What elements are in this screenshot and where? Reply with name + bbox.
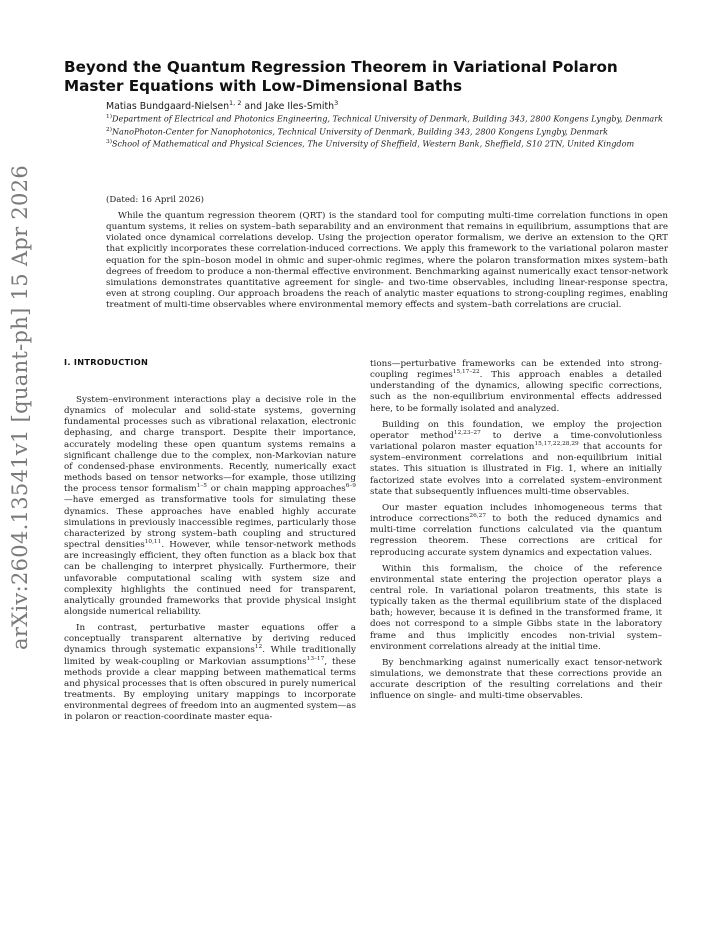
author-name: Jake Iles-Smith	[265, 101, 335, 113]
paragraph	[64, 623, 356, 723]
body-text: to derive a time-convolutionless variational polaron master equation	[370, 430, 662, 453]
affiliation	[106, 112, 676, 125]
paragraph	[370, 658, 662, 703]
author-name: Matias Bundgaard-Nielsen	[106, 101, 230, 113]
body-text: . However, while tensor-network methods are increasingly efficient, they often function as a black box that can be challenging to interpret physically. Furthermore, their unfavorable computational scaling with system size and complexity highlights the continued need for transparent, analytically grounded frameworks that provide physical insight alongside numerical reliability.	[64, 540, 356, 617]
body-text: tions—perturbative frameworks can be extended into strong-coupling regimes	[370, 359, 662, 381]
date-line: (Dated: 16 April 2026)	[106, 195, 204, 205]
section-heading: I. INTRODUCTION	[64, 357, 149, 367]
citation[interactable]: 13–17	[306, 655, 325, 662]
paper-title: Beyond the Quantum Regression Theorem in Variational Polaron Master Equations with Low-Dimensional Baths	[64, 58, 618, 95]
affiliation-text: NanoPhoton-Center for Nanophotonics, Technical University of Denmark, Building 343, 2800 Kongens Lyngby, Denmark	[111, 126, 608, 137]
citation[interactable]: 15,17–22	[452, 369, 480, 376]
affiliation-mark: 3)	[106, 139, 112, 146]
affiliation	[106, 137, 676, 150]
author-affil-mark: 3	[334, 99, 339, 107]
paragraph	[370, 564, 662, 653]
affiliation	[106, 125, 676, 138]
author-conjunction: and	[241, 101, 266, 113]
citation[interactable]: 1–5	[196, 483, 207, 490]
left-column	[64, 395, 356, 729]
affiliation-text: Department of Electrical and Photonics Engineering, Technical University of Denmark, Building 343, 2800 Kongens Lyngby, Denmark	[111, 113, 663, 124]
body-text: In contrast, perturbative master equations offer a conceptually transparent alternative by deriving reduced dynamics through systematic expansions	[64, 623, 356, 656]
body-text: . This approach enables a detailed understanding of the dynamics, allowing specific corrections, such as the non-equilibrium environmental effects addressed here, to be formally isolated and analyzed.	[370, 370, 662, 414]
citation[interactable]: 26,27	[469, 513, 487, 520]
affiliation-mark: 2)	[106, 126, 112, 133]
body-text: Within this formalism, the choice of the reference environmental state entering the projection operator plays a central role. In variational polaron treatments, this state is typically taken as the thermal equilibrium state of the displaced bath; however, because it is defined in the transformed frame, it does not correspond to a simple Gibbs state in the laboratory frame and thus implicitly encodes non-trivial system–environment correlations already at the initial time.	[370, 563, 662, 652]
paragraph	[64, 395, 356, 618]
abstract: While the quantum regression theorem (QRT) is the standard tool for computing multi-time correlation functions in open quantum systems, it relies on system–bath separability and an environment that remains in equilibrium, assumptions that are violated once dynamical correlations develop. Using the projection operator formalism, we derive an extension to the QRT that explicitly incorporates these correlation-induced corrections. We apply this framework to the variational polaron master equation for the spin–boson model in ohmic and super-ohmic regimes, where the polaron transformation mixes system–bath degrees of freedom to produce a non-thermal effective environment. Benchmarking against numerically exact tensor-network simulations demonstrates quantitative agreement for single- and two-time observables, including linear-response spectra, even at strong coupling. Our approach broadens the reach of analytic master equations to strong-coupling regimes, enabling treatment of multi-time observables where environmental memory effects and system–bath correlations are crucial.	[106, 211, 668, 311]
citation[interactable]: 10,11	[144, 539, 162, 546]
body-text: or chain mapping approaches	[206, 484, 346, 495]
body-text: Building on this foundation, we employ the projection operator method	[370, 419, 662, 441]
paragraph	[370, 359, 662, 415]
paragraph	[370, 503, 662, 559]
body-text: , these methods provide a clear mapping between mathematical terms and physical processes that is often obscured in purely numerical treatments. By employing unitary mappings to incorporate environmental degrees of freedom into an augmented system—as in polaron or reaction-coordinate master equa-	[64, 656, 356, 723]
body-text: —have emerged as transformative tools for simulating these dynamics. These approaches have enabled highly accurate simulations in previously inaccessible regimes, particularly those characterized by strong system–bath coupling and structured spectral densities	[64, 495, 356, 551]
paragraph	[370, 420, 662, 498]
affiliation-mark: 1)	[106, 114, 112, 120]
affiliation-text: School of Mathematical and Physical Sciences, The University of Sheffield, Western Bank, Sheffield, S10 2TN, United Kingdom	[111, 139, 635, 150]
citation[interactable]: 6–9	[345, 483, 356, 490]
arxiv-stamp: arXiv:2604.13541v1 [quant-ph] 15 Apr 2026	[8, 164, 32, 650]
author-affil-mark: 1, 2	[229, 99, 242, 107]
citation[interactable]: 12,23–27	[453, 430, 481, 437]
affiliations	[106, 112, 676, 150]
body-text: . While traditionally limited by weak-coupling or Markovian assumptions	[64, 645, 356, 667]
author-line	[106, 99, 666, 112]
citation[interactable]: 15,17,22,28,29	[534, 441, 579, 448]
body-text: By benchmarking against numerically exact tensor-network simulations, we demonstrate that these corrections provide an accurate description of the resulting correlations and their influence on single- and multi-time observables.	[370, 657, 662, 702]
body-text: System–environment interactions play a decisive role in the dynamics of molecular and solid-state systems, governing fundamental processes such as vibrational relaxation, electronic dephasing, and charge transport. Despite their importance, accurately modeling these open quantum systems remains a significant challenge due to the complex, non-Markovian nature of condensed-phase environments. Recently, numerically exact methods based on tensor networks—for example, those utilizing the process tensor formalism	[64, 395, 356, 495]
body-text: to both the reduced dynamics and multi-time correlation functions calculated via the quantum regression theorem. These corrections are critical for reproducing accurate system dynamics and expectation values.	[370, 514, 663, 558]
body-text: Our master equation includes inhomogeneous terms that introduce corrections	[370, 502, 662, 525]
body-text: that accounts for system–environment correlations and non-equilibrium initial states. This situation is illustrated in Fig. 1, where an initially factorized state evolves into a correlated system–environment state that subsequently influences multi-time observables.	[370, 442, 663, 497]
right-column	[370, 359, 662, 708]
citation[interactable]: 12	[254, 644, 263, 651]
